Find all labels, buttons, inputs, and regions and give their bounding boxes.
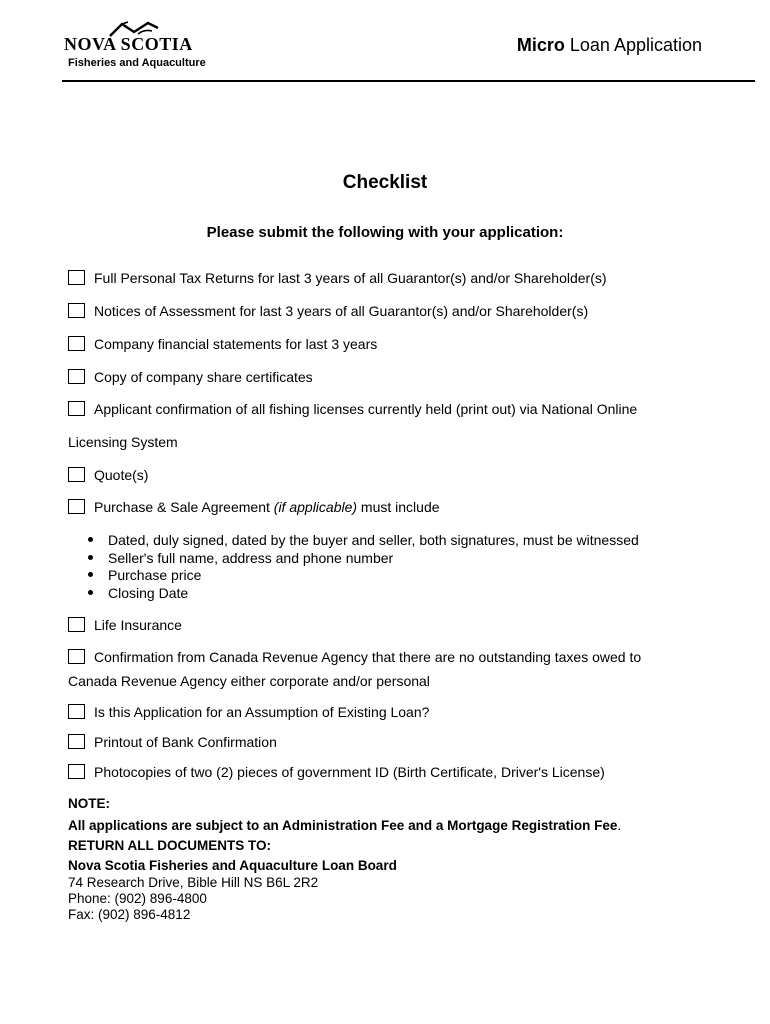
checklist-item-purchase-sale-agreement: Purchase & Sale Agreement (if applicable) must include bbox=[68, 499, 440, 515]
checkbox[interactable] bbox=[68, 336, 85, 351]
checklist-item-financial-statements: Company financial statements for last 3 years bbox=[68, 336, 377, 352]
checklist-item-share-certificates: Copy of company share certificates bbox=[68, 369, 313, 385]
checkbox[interactable] bbox=[68, 401, 85, 416]
bullet-icon bbox=[88, 572, 93, 577]
checklist-item-life-insurance: Life Insurance bbox=[68, 617, 182, 633]
checklist-item-quotes: Quote(s) bbox=[68, 467, 148, 483]
checkbox[interactable] bbox=[68, 734, 85, 749]
checklist-item-government-id: Photocopies of two (2) pieces of government ID (Birth Certificate, Driver's License) bbox=[68, 764, 605, 780]
list-item: Dated, duly signed, dated by the buyer and seller, both signatures, must be witnessed bbox=[88, 532, 639, 550]
checkbox[interactable] bbox=[68, 764, 85, 779]
checklist-item-cra-confirmation: Confirmation from Canada Revenue Agency that there are no outstanding taxes owed to bbox=[68, 649, 641, 665]
mailing-address: 74 Research Drive, Bible Hill NS B6L 2R2 bbox=[68, 875, 319, 890]
checkbox[interactable] bbox=[68, 303, 85, 318]
list-item: Closing Date bbox=[88, 585, 639, 603]
checklist-item-fishing-licenses-continued: Licensing System bbox=[68, 434, 178, 450]
page-title bbox=[517, 35, 702, 56]
checkbox[interactable] bbox=[68, 369, 85, 384]
checklist-item-bank-confirmation: Printout of Bank Confirmation bbox=[68, 734, 277, 750]
list-item: Seller's full name, address and phone number bbox=[88, 550, 639, 568]
checkbox[interactable] bbox=[68, 270, 85, 285]
checklist-item-fishing-licenses: Applicant confirmation of all fishing licenses currently held (print out) via National Online bbox=[68, 401, 637, 417]
purchase-agreement-requirements bbox=[88, 532, 639, 602]
checklist-item-cra-confirmation-continued: Canada Revenue Agency either corporate and/or personal bbox=[68, 673, 430, 689]
title-rest-part: Loan Application bbox=[564, 35, 702, 55]
checkbox[interactable] bbox=[68, 499, 85, 514]
bullet-icon bbox=[88, 555, 93, 560]
checklist-item-assumption-of-loan: Is this Application for an Assumption of Existing Loan? bbox=[68, 704, 429, 720]
title-bold-part: Micro bbox=[516, 35, 565, 55]
bullet-icon bbox=[88, 537, 93, 542]
nova-scotia-logo bbox=[64, 20, 224, 74]
logo-wordmark: NOVA SCOTIA bbox=[64, 34, 193, 54]
checklist-item-tax-returns: Full Personal Tax Returns for last 3 years of all Guarantor(s) and/or Shareholder(s) bbox=[68, 270, 607, 286]
fee-notice: All applications are subject to an Administration Fee and a Mortgage Registration Fee. bbox=[68, 818, 622, 833]
checkbox[interactable] bbox=[68, 467, 85, 482]
checkbox[interactable] bbox=[68, 704, 85, 719]
return-label: RETURN ALL DOCUMENTS TO: bbox=[68, 838, 271, 853]
checklist-item-notices-of-assessment: Notices of Assessment for last 3 years of all Guarantor(s) and/or Shareholder(s) bbox=[68, 303, 588, 319]
loan-board-name: Nova Scotia Fisheries and Aquaculture Loan Board bbox=[68, 858, 397, 873]
checklist-subtitle: Please submit the following with your application: bbox=[206, 224, 564, 241]
logo-subtitle: Fisheries and Aquaculture bbox=[68, 57, 206, 69]
checkbox[interactable] bbox=[68, 617, 85, 632]
fax-number: Fax: (902) 896-4812 bbox=[68, 907, 191, 922]
checkbox[interactable] bbox=[68, 649, 85, 664]
bullet-icon bbox=[88, 590, 93, 595]
list-item: Purchase price bbox=[88, 567, 639, 585]
phone-number: Phone: (902) 896-4800 bbox=[68, 891, 207, 906]
note-label: NOTE: bbox=[68, 796, 110, 811]
if-applicable-note: (if applicable) bbox=[273, 499, 358, 515]
checklist-title: Checklist bbox=[342, 172, 428, 193]
header-divider bbox=[62, 80, 755, 82]
